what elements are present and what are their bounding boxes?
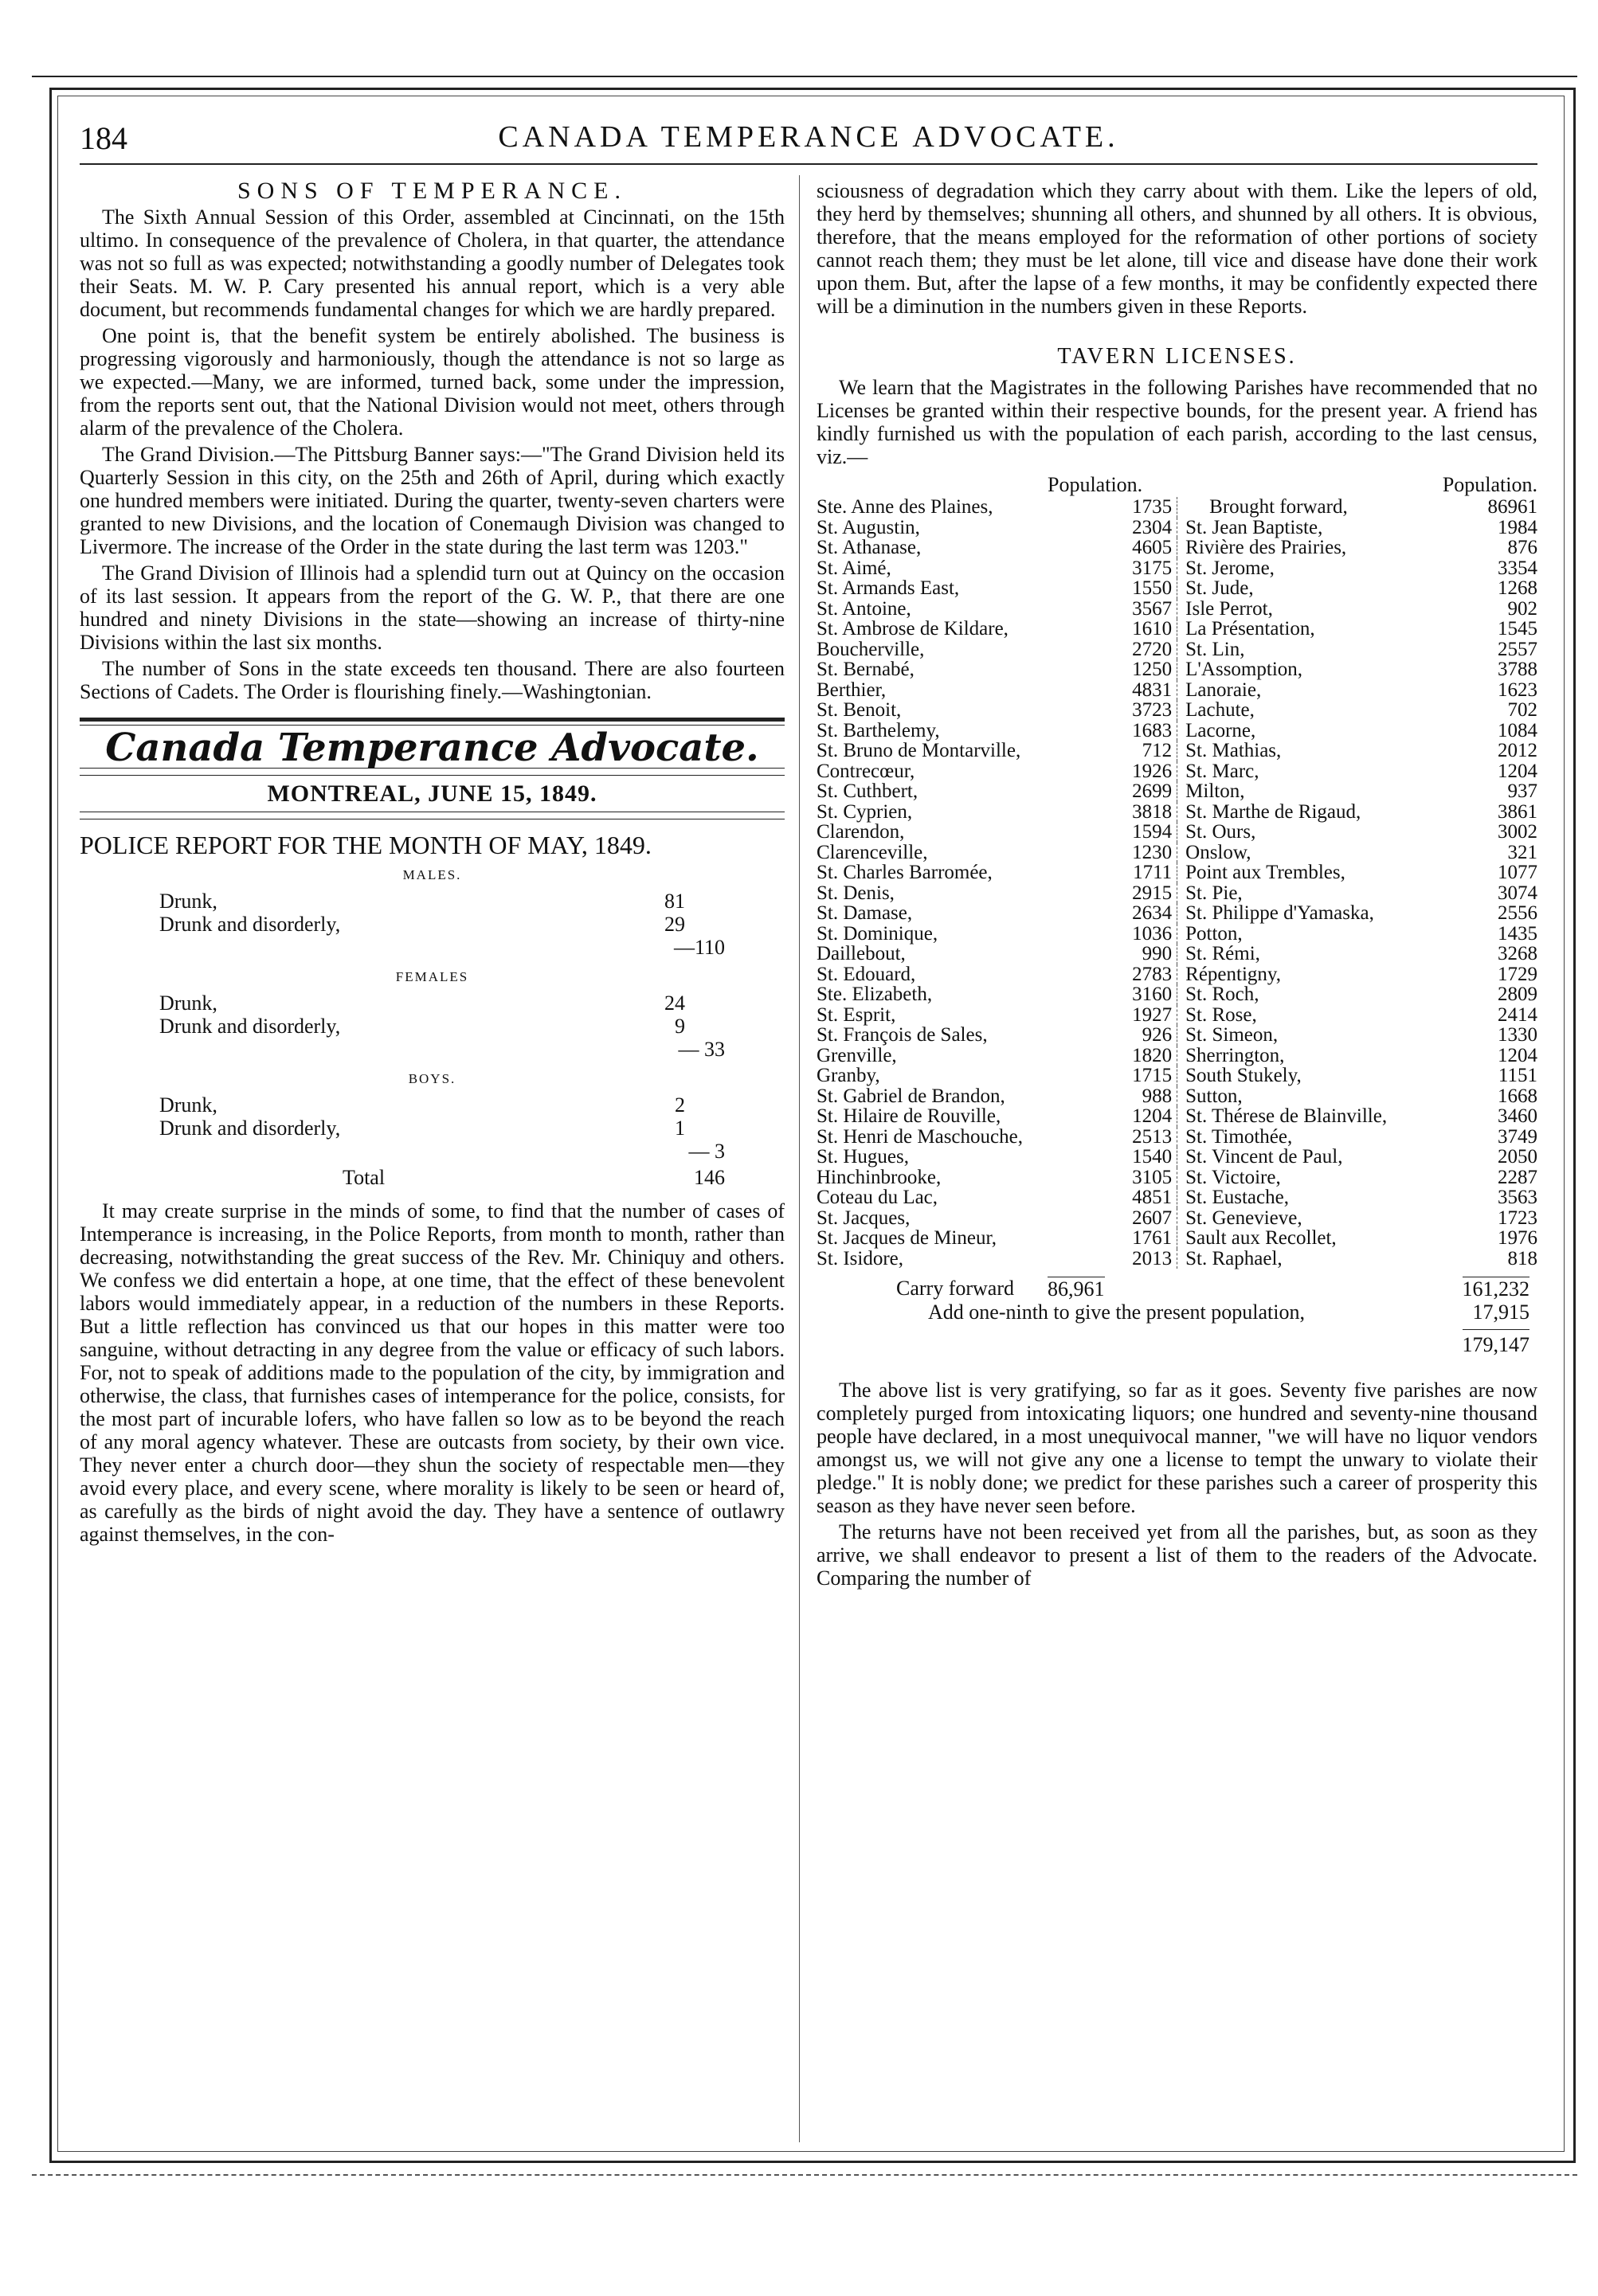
parish-name: Contrecœur, <box>817 760 915 782</box>
closing-paragraph: The returns have not been received yet from all the parishes, but, as soon as they arrive, we shall endeavor to present a list of them to the readers of the Advocate. Comparing the number of <box>817 1520 1537 1590</box>
parish-row <box>817 1249 1537 1269</box>
parish-population: 3002 <box>1498 821 1537 843</box>
parish-population: 1729 <box>1498 963 1537 985</box>
stat-row <box>80 992 785 1015</box>
parish-name: St. Bernabé, <box>817 659 915 680</box>
males-heading: MALES. <box>402 867 462 882</box>
parish-name: Rivière des Prairies, <box>1185 537 1347 558</box>
parish-population: 712 <box>1100 741 1177 761</box>
parish-population: 1151 <box>1498 1065 1537 1086</box>
stat-row <box>80 913 785 936</box>
parish-name: St. Jacques de Mineur, <box>817 1227 997 1249</box>
parish-name: St. Augustin, <box>817 516 920 538</box>
parish-population: 1683 <box>1100 721 1177 741</box>
stat-row <box>80 1117 785 1140</box>
parish-row <box>817 822 1537 843</box>
stat-row <box>80 1015 785 1038</box>
parish-population: 3460 <box>1498 1105 1537 1127</box>
parish-name: St. Genevieve, <box>1185 1207 1302 1229</box>
parish-row <box>817 1228 1537 1249</box>
carry-forward-value: 86,961 <box>1048 1277 1105 1301</box>
parish-name: St. Antoine, <box>817 597 911 620</box>
commentary-paragraph: It may create surprise in the minds of some, to find that the number of cases of Intemperance is increasing, in the Police Reports, from month to month, rather than decreasing, notwithstanding the great success of the Rev. Mr. Chiniquy and others. We confess we did entertain a hope, at one time, that the effect of these benevolent labors would immediately appear, in a reduction of the numbers in these Reports. But a little reflection has convinced us that our hopes in this matter were too sanguine, without detracting in any degree from the value or efficacy of such labors. For, not to speak of additions made to the population of the city, by immigration and otherwise, the class, that furnishes cases of intemperance for the police, consists, for the most part of incurable lofers, who have fallen so low as to be beyond the reach of any moral agency whatever. These are outcasts from society, by their own vice. They never enter a church door—they shun the society of respectable men—they avoid every place, and every scene, where morality is likely to be seen or heard of, as carefully as the birds of night avoid the day. They have a sentence of outlawry against themselves, in the con- <box>80 1199 785 1546</box>
parish-population: 1668 <box>1498 1085 1537 1107</box>
parish-row <box>817 1147 1537 1168</box>
parish-name: St. Pie, <box>1185 882 1243 904</box>
stat-value: 81 <box>664 890 685 913</box>
males-total: —110 <box>673 936 725 959</box>
stat-label: Drunk, <box>159 890 217 913</box>
parish-row <box>817 558 1537 579</box>
parish-population: 2557 <box>1498 638 1537 660</box>
parish-population: 2556 <box>1498 902 1537 924</box>
parish-population: 2304 <box>1100 518 1177 538</box>
parish-population: 1610 <box>1100 619 1177 640</box>
subtotal-row <box>80 1140 785 1163</box>
parish-population-table <box>817 497 1537 1269</box>
parish-name: St. Ambrose de Kildare, <box>817 618 1009 640</box>
parish-population: 2809 <box>1498 984 1537 1005</box>
parish-population: 3074 <box>1498 882 1537 904</box>
parish-row <box>817 903 1537 924</box>
parish-name: St. Philippe d'Yamaska, <box>1185 902 1374 924</box>
parish-row <box>817 802 1537 823</box>
tavern-licenses-heading: TAVERN LICENSES. <box>1057 344 1297 369</box>
parish-row <box>817 497 1537 518</box>
tavern-intro-paragraph: We learn that the Magistrates in the following Parishes have recommended that no Licenses be granted within their respective bounds, for the present year. A friend has kindly furnished us with the population of each parish, according to the last census, viz.— <box>817 376 1537 468</box>
article-paragraph: The Sixth Annual Session of this Order, assembled at Cincinnati, on the 15th ultimo. In consequence of the prevalence of Cholera, in that quarter, the attendance was not so full as was expected; notwithstanding a goodly number of Delegates took their Seats. M. W. P. Cary presented his annual report, which is a very able document, but recommends fundamental changes for which we are hardly prepared. <box>80 205 785 321</box>
parish-population: 2414 <box>1498 1003 1537 1026</box>
parish-name: St. Benoit, <box>817 699 902 721</box>
article-paragraph: The Grand Division of Illinois had a splendid turn out at Quincy on the occasion of its last session. It appears from the report of the G. W. P., that there are one hundred and ninety Divisions in the state—showing an increase of thirty-nine Divisions within the last six months. <box>80 561 785 654</box>
parish-population: 1550 <box>1100 578 1177 599</box>
parish-name: L'Assomption, <box>1185 659 1303 680</box>
parish-population: 3354 <box>1498 557 1537 579</box>
add-label: Add one-ninth to give the present population, <box>928 1301 1305 1324</box>
parish-row <box>817 721 1537 741</box>
parish-name: St. Isidore, <box>817 1247 904 1269</box>
parish-population: 1204 <box>1498 760 1537 782</box>
parish-name: St. Barthelemy, <box>817 719 940 741</box>
parish-population: 3563 <box>1498 1187 1537 1208</box>
parish-population: 1735 <box>1100 497 1177 518</box>
parish-row <box>817 964 1537 985</box>
left-column <box>80 179 785 1549</box>
population-label: Population. <box>1048 473 1143 496</box>
parish-population: 2012 <box>1498 740 1537 761</box>
right-column <box>817 179 1537 1593</box>
sons-of-temperance-heading: SONS OF TEMPERANCE. <box>237 178 628 204</box>
parish-population: 3160 <box>1100 984 1177 1005</box>
parish-population: 926 <box>1100 1025 1177 1046</box>
parish-name: St. Rose, <box>1185 1003 1257 1026</box>
grand-total: 179,147 <box>1463 1329 1530 1356</box>
parish-population: 2013 <box>1100 1249 1177 1269</box>
parish-population: 3723 <box>1100 700 1177 721</box>
parish-population: 2634 <box>1100 903 1177 924</box>
stat-row <box>80 890 785 913</box>
add-one-ninth-row <box>817 1301 1537 1324</box>
parish-population: 1084 <box>1498 719 1537 741</box>
masthead-title: CANADA TEMPERANCE ADVOCATE. <box>498 120 1119 154</box>
parish-population: 1545 <box>1498 618 1537 640</box>
stat-value: 2 <box>675 1093 685 1117</box>
boys-heading: BOYS. <box>408 1071 456 1086</box>
closing-paragraph: The above list is very gratifying, so far as it goes. Seventy five parishes are now completely purged from intoxicating liquors; one hundred and seventy-nine thousand people have declared, in a most unequivocal manner, "we will have no liquor vendors amongst us, we will not give any one a license to tempt the unwary to violate their pledge." It is nobly done; we predict for these parishes such a career of prosperity this season as they have never seen before. <box>817 1379 1537 1517</box>
stat-label: Drunk, <box>159 1093 217 1117</box>
parish-name: St. Jerome, <box>1185 557 1275 579</box>
parish-population: 1976 <box>1498 1227 1537 1249</box>
parish-name: Lanoraie, <box>1185 679 1262 701</box>
parish-population: 1230 <box>1100 843 1177 863</box>
parish-row <box>817 781 1537 802</box>
parish-population: 1926 <box>1100 761 1177 782</box>
parish-row <box>817 578 1537 599</box>
parish-name: St. Raphael, <box>1185 1247 1283 1269</box>
parish-row <box>817 761 1537 782</box>
parish-row <box>817 1046 1537 1066</box>
section-double-rule <box>80 718 785 726</box>
parish-name: St. Simeon, <box>1185 1024 1279 1046</box>
parish-population: 3861 <box>1498 800 1537 823</box>
population-label-right: Population. <box>1442 473 1537 496</box>
parish-name: Lachute, <box>1185 699 1255 721</box>
parish-population: 1268 <box>1498 577 1537 599</box>
parish-population: 1594 <box>1100 822 1177 843</box>
parish-row <box>817 1208 1537 1229</box>
stat-label: Drunk and disorderly, <box>159 913 341 936</box>
subtotal-row <box>80 1038 785 1061</box>
brought-forward-label: Brought forward, <box>1209 496 1348 518</box>
carry-forward-label: Carry forward <box>896 1277 1014 1300</box>
parish-name: St. Eustache, <box>1185 1187 1289 1208</box>
parish-population: 3818 <box>1100 802 1177 823</box>
parish-name: Onslow, <box>1185 841 1251 863</box>
parish-name: St. Charles Barromée, <box>817 862 993 883</box>
parish-population: 1761 <box>1100 1228 1177 1249</box>
bottom-border-rule <box>32 2174 1577 2176</box>
parish-row <box>817 1086 1537 1107</box>
parish-name: St. Denis, <box>817 882 895 904</box>
parish-row <box>817 640 1537 660</box>
parish-name: St. Marc, <box>1185 760 1259 782</box>
parish-population: 1036 <box>1100 924 1177 945</box>
parish-population: 2513 <box>1100 1127 1177 1148</box>
parish-population: 2607 <box>1100 1208 1177 1229</box>
total-label: Total <box>343 1166 386 1189</box>
parish-name: Point aux Trembles, <box>1185 862 1345 883</box>
parish-name: St. Hilaire de Rouville, <box>817 1105 1001 1127</box>
add-value: 17,915 <box>1472 1301 1529 1324</box>
continuation-paragraph: sciousness of degradation which they carry about with them. Like the lepers of old, they herd by themselves; shunning all others, and shunned by all others. It is obvious, therefore, that the means employed for the reformation of other portions of society cannot reach them; they must be let alone, till vice and disease have done their work upon them. But, after the lapse of a few months, it may be confidently expected there will be a diminution in the numbers given in these Reports. <box>817 179 1537 318</box>
paper-title: Canada Temperance Advocate. <box>105 726 759 770</box>
parish-population: 2720 <box>1100 640 1177 660</box>
parish-population: 3788 <box>1498 659 1537 680</box>
parish-row <box>817 1066 1537 1086</box>
dateline: MONTREAL, JUNE 15, 1849. <box>267 780 597 807</box>
parish-name: Ste. Elizabeth, <box>817 984 933 1005</box>
parish-population: 2287 <box>1498 1166 1537 1188</box>
parish-population: 818 <box>1507 1247 1537 1269</box>
parish-name: Ste. Anne des Plaines, <box>817 496 993 518</box>
parish-name: St. Gabriel de Brandon, <box>817 1085 1005 1107</box>
parish-population: 702 <box>1507 699 1537 721</box>
parish-name: St. Henri de Maschouche, <box>817 1125 1023 1148</box>
parish-name: St. Athanase, <box>817 537 922 558</box>
parish-name: St. Dominique, <box>817 922 938 945</box>
grand-total-row <box>817 1329 1537 1356</box>
parish-row <box>817 599 1537 620</box>
parish-population: 1330 <box>1498 1024 1537 1046</box>
parish-name: St. Roch, <box>1185 984 1259 1005</box>
parish-population: 937 <box>1507 780 1537 802</box>
parish-name: Milton, <box>1185 780 1245 802</box>
parish-name: Granby, <box>817 1065 880 1086</box>
article-paragraph: The number of Sons in the state exceeds ten thousand. There are also fourteen Sections of Cadets. The Order is flourishing finely.—Washingtonian. <box>80 657 785 703</box>
parish-row <box>817 659 1537 680</box>
police-report-title: POLICE REPORT FOR THE MONTH OF MAY, 1849. <box>80 831 652 859</box>
parish-name: St. Bruno de Montarville, <box>817 740 1021 761</box>
subtotal-value: 161,232 <box>1462 1277 1529 1301</box>
parish-name: St. Lin, <box>1185 638 1245 660</box>
parish-population: 988 <box>1100 1086 1177 1107</box>
parish-population: 1723 <box>1498 1207 1537 1229</box>
parish-name: St. Victoire, <box>1185 1166 1281 1188</box>
brought-forward-value: 86961 <box>1487 496 1537 518</box>
parish-population: 1927 <box>1100 1005 1177 1026</box>
parish-row <box>817 924 1537 945</box>
parish-name: St. Rémi, <box>1185 943 1260 964</box>
parish-population: 2699 <box>1100 781 1177 802</box>
parish-population: 876 <box>1507 537 1537 558</box>
parish-name: St. Mathias, <box>1185 740 1282 761</box>
article-paragraph: One point is, that the benefit system be entirely abolished. The business is progressing vigorously and harmoniously, though the attendance is not so large as we expected.—Many, we are informed, turned back, some under the impression, from the reports sent out, that the National Division would not meet, others through alarm of the prevalence of the Cholera. <box>80 324 785 440</box>
stat-value: 1 <box>675 1117 685 1140</box>
parish-name: St. Marthe de Rigaud, <box>1185 800 1361 823</box>
parish-row <box>817 700 1537 721</box>
parish-population: 1715 <box>1100 1066 1177 1086</box>
stat-row <box>80 1093 785 1117</box>
page-number: 184 <box>80 120 127 156</box>
parish-name: Berthier, <box>817 679 887 701</box>
parish-population: 990 <box>1100 944 1177 964</box>
parish-name: St. Edouard, <box>817 963 916 985</box>
parish-population: 1820 <box>1100 1046 1177 1066</box>
parish-name: La Présentation, <box>1185 618 1315 640</box>
parish-population: 1435 <box>1498 922 1537 945</box>
parish-row <box>817 1025 1537 1046</box>
parish-population: 4851 <box>1100 1187 1177 1208</box>
parish-name: St. Ours, <box>1185 821 1256 843</box>
parish-name: Répentigny, <box>1185 963 1282 985</box>
parish-name: Coteau du Lac, <box>817 1187 938 1208</box>
parish-row <box>817 1168 1537 1188</box>
parish-name: St. Cuthbert, <box>817 780 918 802</box>
parish-population: 3567 <box>1100 599 1177 620</box>
parish-population: 1984 <box>1498 516 1537 538</box>
parish-row <box>817 538 1537 558</box>
parish-name: St. Jean Baptiste, <box>1185 516 1323 538</box>
parish-population: 1077 <box>1498 862 1537 883</box>
parish-name: St. Esprit, <box>817 1003 896 1026</box>
parish-name: St. Armands East, <box>817 577 960 599</box>
parish-name: Isle Perrot, <box>1185 597 1273 620</box>
parish-name: Clarenceville, <box>817 841 928 863</box>
females-total: — 33 <box>678 1038 725 1061</box>
parish-row <box>817 1106 1537 1127</box>
parish-name: Clarendon, <box>817 821 905 843</box>
parish-name: Sutton, <box>1185 1085 1243 1107</box>
stat-value: 29 <box>664 913 685 936</box>
parish-row <box>817 944 1537 964</box>
parish-row <box>817 741 1537 761</box>
parish-row <box>817 619 1537 640</box>
parish-population: 321 <box>1507 841 1537 863</box>
parish-population: 1250 <box>1100 659 1177 680</box>
parish-population: 3105 <box>1100 1168 1177 1188</box>
parish-name: Lacorne, <box>1185 719 1256 741</box>
stat-label: Drunk and disorderly, <box>159 1015 341 1038</box>
parish-name: St. Aimé, <box>817 557 891 579</box>
total-value: 146 <box>694 1166 725 1189</box>
parish-name: Hinchinbrooke, <box>817 1166 942 1188</box>
parish-name: Grenville, <box>817 1044 897 1066</box>
parish-population: 1623 <box>1498 679 1537 701</box>
parish-row <box>817 1187 1537 1208</box>
boys-total: — 3 <box>688 1140 725 1163</box>
parish-population: 2783 <box>1100 964 1177 985</box>
parish-name: Potton, <box>1185 922 1243 945</box>
parish-population: 2050 <box>1498 1146 1537 1168</box>
parish-population: 902 <box>1507 597 1537 620</box>
total-row <box>80 1166 785 1191</box>
parish-population: 4831 <box>1100 680 1177 701</box>
parish-name: Sherrington, <box>1185 1044 1285 1066</box>
header-rule <box>80 163 1537 165</box>
article-paragraph: The Grand Division.—The Pittsburg Banner says:—"The Grand Division held its Quarterly Session in this city, on the 25th and 26th of April, during which exactly one hundred members were initiated. During the quarter, twenty-seven charters were granted to new Divisions, and the location of Conemaugh Division was changed to Livermore. The increase of the Order in the state during the last term was 1203." <box>80 443 785 558</box>
parish-name: St. Cyprien, <box>817 800 913 823</box>
parish-name: St. Jude, <box>1185 577 1254 599</box>
parish-name: St. Vincent de Paul, <box>1185 1146 1343 1168</box>
parish-name: St. Hugues, <box>817 1146 909 1168</box>
stat-value: 24 <box>664 992 685 1015</box>
parish-population: 3268 <box>1498 943 1537 964</box>
section-rule <box>80 775 785 776</box>
parish-row <box>817 1005 1537 1026</box>
parish-name: St. Thérese de Blainville, <box>1185 1105 1388 1127</box>
parish-population: 4605 <box>1100 538 1177 558</box>
parish-name: St. Timothée, <box>1185 1125 1293 1148</box>
stat-label: Drunk and disorderly, <box>159 1117 341 1140</box>
page-header <box>80 119 1537 167</box>
top-border-rule <box>32 76 1577 77</box>
parish-name: Sault aux Recollet, <box>1185 1227 1337 1249</box>
parish-population: 1711 <box>1100 862 1177 883</box>
stat-value: 9 <box>675 1015 685 1038</box>
carry-forward-row <box>817 1277 1537 1301</box>
females-heading: FEMALES <box>395 969 469 984</box>
population-header <box>817 473 1537 497</box>
parish-name: South Stukely, <box>1185 1065 1302 1086</box>
parish-name: St. Jacques, <box>817 1207 911 1229</box>
subtotal-row <box>80 936 785 959</box>
parish-row <box>817 862 1537 883</box>
parish-population: 1540 <box>1100 1147 1177 1168</box>
parish-name: St. Damase, <box>817 902 913 924</box>
parish-population: 3749 <box>1498 1125 1537 1148</box>
parish-row <box>817 883 1537 904</box>
parish-name: Boucherville, <box>817 638 925 660</box>
parish-name: St. François de Sales, <box>817 1024 988 1046</box>
parish-population: 1204 <box>1498 1044 1537 1066</box>
parish-population: 3175 <box>1100 558 1177 579</box>
column-divider <box>799 175 800 2142</box>
parish-name: Daillebout, <box>817 943 906 964</box>
parish-row <box>817 680 1537 701</box>
parish-population: 2915 <box>1100 883 1177 904</box>
parish-population: 1204 <box>1100 1106 1177 1127</box>
stat-label: Drunk, <box>159 992 217 1015</box>
parish-row <box>817 843 1537 863</box>
parish-row <box>817 984 1537 1005</box>
parish-row <box>817 518 1537 538</box>
parish-row <box>817 1127 1537 1148</box>
